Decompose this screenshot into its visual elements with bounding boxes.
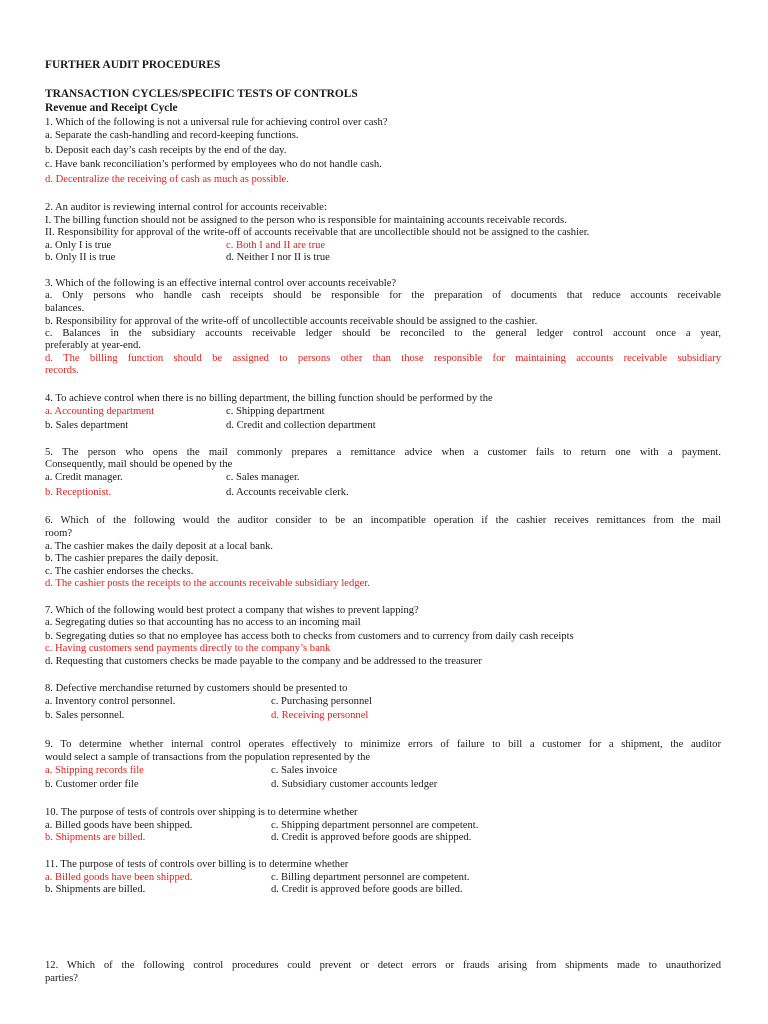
q3-option-b: b. Responsibility for approval of the write-off of uncollectible accounts receivable should be assigned to the cashier.	[45, 316, 538, 327]
q7-option-b: b. Segregating duties so that no employee has access both to checks from customers and to currency from daily cash receipts	[45, 631, 574, 642]
q2-option-d: d. Neither I nor II is true	[226, 252, 330, 263]
q7-option-a: a. Segregating duties so that accounting has no access to an incoming mail	[45, 617, 361, 628]
question-1: 1. Which of the following is not a universal rule for achieving control over cash?	[45, 117, 388, 128]
question-4: 4. To achieve control when there is no billing department, the billing function should be performed by the	[45, 393, 493, 404]
q5-option-b-answer: b. Receptionist.	[45, 487, 112, 498]
q2-statement-1: I. The billing function should not be assigned to the person who is responsible for maintaining accounts receivable records.	[45, 215, 567, 226]
q4-option-a-answer: a. Accounting department	[45, 406, 155, 417]
q4-option-d: d. Credit and collection department	[226, 420, 376, 431]
q1-option-b: b. Deposit each day’s cash receipts by the end of the day.	[45, 145, 287, 156]
q9-option-a-answer: a. Shipping records file	[45, 765, 144, 776]
q6-option-b: b. The cashier prepares the daily deposit.	[45, 553, 219, 564]
question-10: 10. The purpose of tests of controls over shipping is to determine whether	[45, 807, 358, 818]
q9-option-d: d. Subsidiary customer accounts ledger	[271, 779, 438, 790]
question-11: 11. The purpose of tests of controls over billing is to determine whether	[45, 859, 349, 870]
q8-option-c: c. Purchasing personnel	[271, 696, 372, 707]
question-6-line2: room?	[45, 528, 73, 539]
q9-option-b: b. Customer order file	[45, 779, 139, 790]
q2-option-c-answer: c. Both I and II are true	[226, 240, 326, 251]
q8-option-d-answer: d. Receiving personnel	[271, 710, 369, 721]
q11-option-a-answer: a. Billed goods have been shipped.	[45, 872, 193, 883]
q5-option-c: c. Sales manager.	[226, 472, 300, 483]
question-6-line1: 6. Which of the following would the auditor consider to be an incompatible operation if the cashier receives remittances from the mail	[45, 515, 721, 526]
q1-option-d-answer: d. Decentralize the receiving of cash as much as possible.	[45, 174, 289, 185]
q6-option-c: c. The cashier endorses the checks.	[45, 566, 194, 577]
question-9-line1: 9. To determine whether internal control operates effectively to minimize errors of failure to bill a customer for a shipment, the auditor	[45, 739, 721, 750]
q5-option-d: d. Accounts receivable clerk.	[226, 487, 349, 498]
q2-option-b: b. Only II is true	[45, 252, 116, 263]
q3-option-c-line1: c. Balances in the subsidiary accounts receivable ledger should be reconciled to the general ledger control account once a year,	[45, 328, 721, 339]
q3-option-c-line2: preferably at year-end.	[45, 340, 141, 351]
question-5-line2: Consequently, mail should be opened by the	[45, 459, 233, 470]
question-5-line1: 5. The person who opens the mail commonly prepares a remittance advice when a customer fails to return one with a payment.	[45, 447, 721, 458]
q11-option-b: b. Shipments are billed.	[45, 884, 146, 895]
q8-option-a: a. Inventory control personnel.	[45, 696, 176, 707]
q11-option-d: d. Credit is approved before goods are billed.	[271, 884, 463, 895]
q7-option-d: d. Requesting that customers checks be made payable to the company and be addressed to the treasurer	[45, 656, 482, 667]
question-7: 7. Which of the following would best protect a company that wishes to prevent lapping?	[45, 605, 419, 616]
q4-option-b: b. Sales department	[45, 420, 129, 431]
question-8: 8. Defective merchandise returned by customers should be presented to	[45, 683, 348, 694]
q9-option-c: c. Sales invoice	[271, 765, 338, 776]
q10-option-d: d. Credit is approved before goods are shipped.	[271, 832, 472, 843]
subsection-heading: Revenue and Receipt Cycle	[45, 102, 178, 114]
document-title: FURTHER AUDIT PROCEDURES	[45, 59, 221, 71]
q10-option-a: a. Billed goods have been shipped.	[45, 820, 193, 831]
q6-option-d-answer: d. The cashier posts the receipts to the accounts receivable subsidiary ledger.	[45, 578, 370, 589]
q7-option-c-answer: c. Having customers send payments directly to the company’s bank	[45, 643, 331, 654]
q5-option-a: a. Credit manager.	[45, 472, 123, 483]
q1-option-a: a. Separate the cash-handling and record-keeping functions.	[45, 130, 299, 141]
question-3: 3. Which of the following is an effective internal control over accounts receivable?	[45, 278, 397, 289]
q2-statement-2: II. Responsibility for approval of the write-off of accounts receivable that are uncollectible should not be assigned to the cashier.	[45, 227, 590, 238]
question-12-line1: 12. Which of the following control procedures could prevent or detect errors or frauds arising from shipments made to unauthorized	[45, 960, 721, 971]
q10-option-b-answer: b. Shipments are billed.	[45, 832, 146, 843]
q8-option-b: b. Sales personnel.	[45, 710, 125, 721]
q3-option-d-line1-answer: d. The billing function should be assigned to persons other than those responsible for maintaining accounts receivable subsidiary	[45, 353, 721, 364]
question-12-line2: parties?	[45, 973, 78, 984]
q10-option-c: c. Shipping department personnel are competent.	[271, 820, 479, 831]
question-9-line2: would select a sample of transactions from the population represented by the	[45, 752, 371, 763]
q6-option-a: a. The cashier makes the daily deposit at a local bank.	[45, 541, 274, 552]
q4-option-c: c. Shipping department	[226, 406, 325, 417]
q3-option-d-line2-answer: records.	[45, 365, 79, 376]
q11-option-c: c. Billing department personnel are competent.	[271, 872, 470, 883]
question-2: 2. An auditor is reviewing internal control for accounts receivable:	[45, 202, 327, 213]
section-heading: TRANSACTION CYCLES/SPECIFIC TESTS OF CONTROLS	[45, 88, 358, 100]
q3-option-a-line1: a. Only persons who handle cash receipts should be responsible for the preparation of documents that reduce accounts receivable	[45, 290, 721, 301]
q1-option-c: c. Have bank reconciliation’s performed by employees who do not handle cash.	[45, 159, 382, 170]
q3-option-a-line2: balances.	[45, 303, 85, 314]
q2-option-a: a. Only I is true	[45, 240, 112, 251]
